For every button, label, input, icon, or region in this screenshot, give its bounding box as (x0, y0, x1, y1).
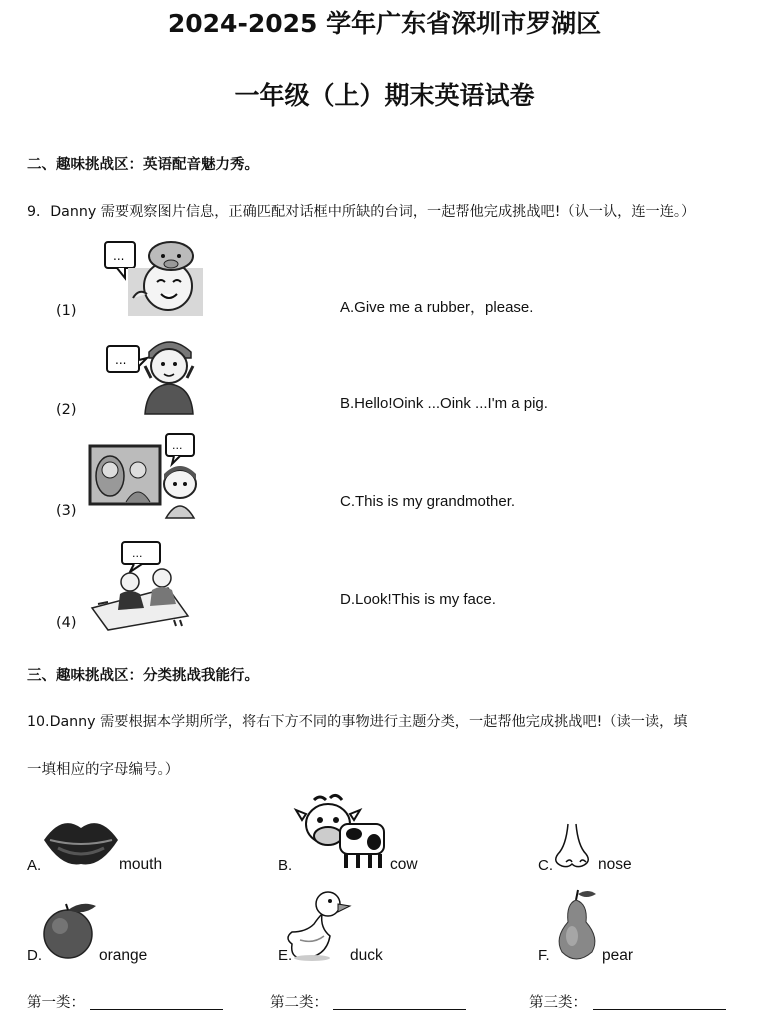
page-title-line2: 一年级（上）期末英语试卷 (234, 81, 535, 110)
item-letter: F. (538, 947, 550, 964)
cow-icon (292, 794, 388, 870)
option-c: C.This is my grandmother. (340, 493, 516, 510)
item-word: nose (598, 856, 632, 873)
item-number: (3) (56, 503, 77, 519)
item-word: mouth (119, 856, 163, 873)
question-10-text-line2: 一填相应的字母编号。） (27, 762, 180, 778)
item-word: pear (602, 947, 634, 964)
child-with-pig-mask-icon (103, 238, 208, 316)
nose-icon (552, 822, 600, 872)
duck-icon (290, 888, 352, 962)
item-letter: A. (27, 857, 42, 874)
option-a: A.Give me a rubber，please. (340, 299, 534, 316)
category-3-answer-line[interactable] (593, 1009, 726, 1010)
orange-icon (40, 900, 100, 960)
girl-with-family-photo-icon (88, 432, 198, 518)
boy-touching-face-icon (105, 336, 195, 414)
lips-icon (42, 816, 120, 866)
category-1-label: 第一类： (27, 995, 85, 1011)
svg-text:...: ... (113, 249, 125, 263)
item-number: (4) (56, 615, 77, 631)
svg-text:...: ... (132, 547, 143, 560)
item-number: (1) (56, 303, 77, 319)
category-2-label: 第二类： (270, 995, 328, 1011)
item-word: orange (99, 947, 148, 964)
svg-text:...: ... (115, 353, 127, 367)
kids-drawing-icon (88, 538, 192, 630)
section-heading: 二、趣味挑战区：英语配音魅力秀。 (27, 157, 259, 173)
item-letter: E. (278, 947, 293, 964)
question-10-text-line1: 10.Danny 需要根据本学期所学，将右下方不同的事物进行主题分类，一起帮他完成挑战吧!（读一读，填 (27, 714, 688, 730)
pear-icon (554, 888, 606, 962)
item-letter: C. (538, 857, 553, 874)
item-letter: D. (27, 947, 42, 964)
option-d: D.Look!This is my face. (340, 591, 496, 608)
section-heading: 三、趣味挑战区：分类挑战我能行。 (27, 668, 259, 684)
item-number: (2) (56, 402, 77, 418)
item-word: cow (390, 856, 418, 873)
category-1-answer-line[interactable] (90, 1009, 223, 1010)
category-2-answer-line[interactable] (333, 1009, 466, 1010)
item-word: duck (350, 947, 383, 964)
page-title-line1: 2024-2025 学年广东省深圳市罗湖区 (167, 9, 602, 38)
option-b: B.Hello!Oink ...Oink ...I'm a pig. (340, 395, 548, 412)
svg-text:...: ... (172, 439, 183, 452)
category-3-label: 第三类： (529, 995, 587, 1011)
item-letter: B. (278, 857, 293, 874)
question-9-text: 9．Danny 需要观察图片信息，正确匹配对话框中所缺的台词，一起帮他完成挑战吧!（认一认，连一连。） (27, 204, 696, 220)
